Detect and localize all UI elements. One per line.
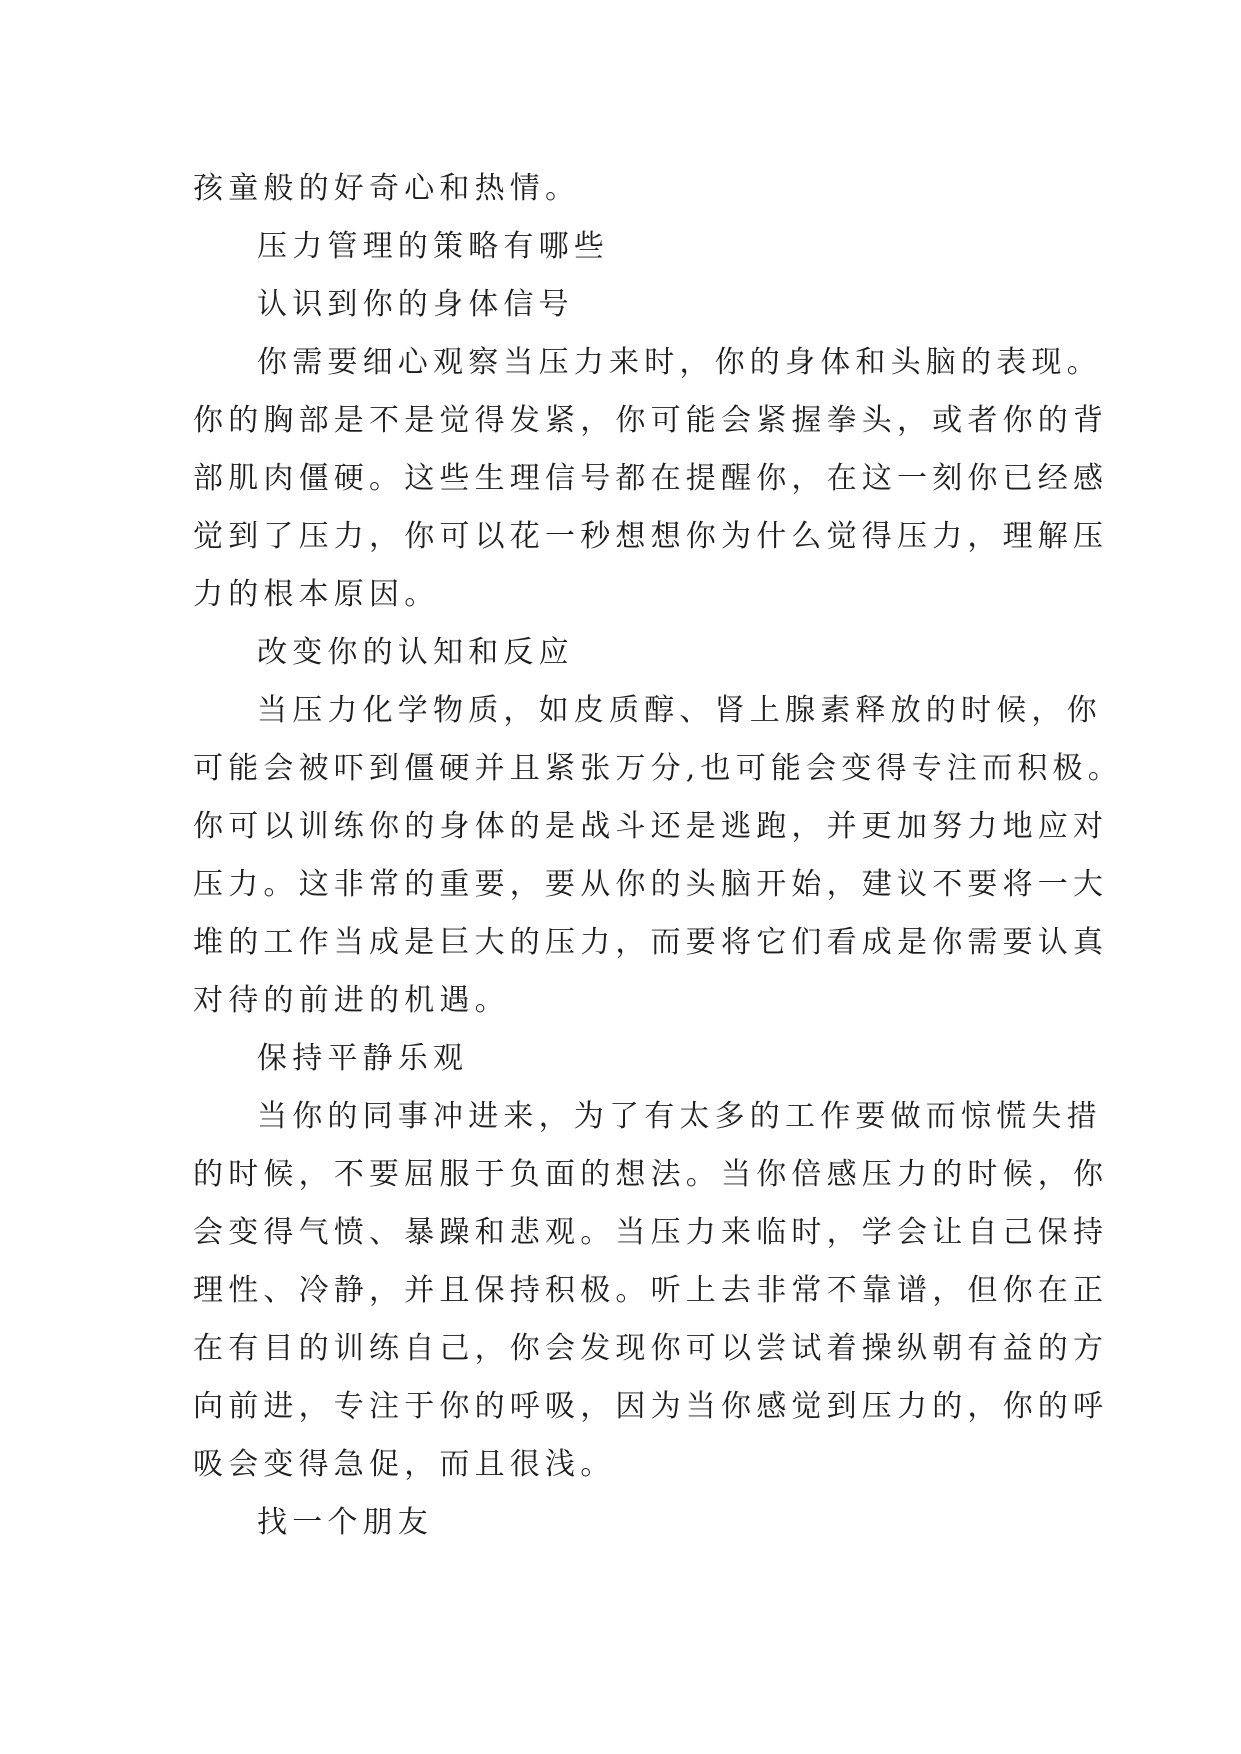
- paragraph-line: 当压力化学物质，如皮质醇、肾上腺素释放的时候，你: [257, 693, 1102, 728]
- paragraph-line: 你需要细心观察当压力来时，你的身体和头脑的表现。: [257, 345, 1102, 380]
- document-body: [193, 160, 1123, 1552]
- paragraph-line: 在有目的训练自己，你会发现你可以尝试着操纵朝有益的方: [193, 1331, 1109, 1366]
- paragraph-line: 你的胸部是不是觉得发紧，你可能会紧握拳头，或者你的背: [193, 403, 1109, 438]
- paragraph-continuation: 孩童般的好奇心和热情。: [193, 171, 581, 206]
- subheading-change-cognition: 改变你的认知和反应: [257, 635, 574, 670]
- paragraph-line: 吸会变得急促，而且很浅。: [193, 1447, 616, 1482]
- paragraph-line: 堆的工作当成是巨大的压力，而要将它们看成是你需要认真: [193, 925, 1109, 960]
- paragraph-line: 向前进，专注于你的呼吸，因为当你感觉到压力的，你的呼: [193, 1389, 1109, 1424]
- paragraph-line: 力的根本原因。: [193, 577, 440, 612]
- paragraph-line: 会变得气愤、暴躁和悲观。当压力来临时，学会让自己保持: [193, 1215, 1109, 1250]
- paragraph-line: 理性、冷静，并且保持积极。听上去非常不靠谱，但你在正: [193, 1273, 1109, 1308]
- paragraph-line: 觉到了压力，你可以花一秒想想你为什么觉得压力，理解压: [193, 519, 1109, 554]
- paragraph-line: 你可以训练你的身体的是战斗还是逃跑，并更加努力地应对: [193, 809, 1109, 844]
- paragraph-line: 压力。这非常的重要，要从你的头脑开始，建议不要将一大: [193, 867, 1109, 902]
- paragraph-line: 对待的前进的机遇。: [193, 983, 510, 1018]
- paragraph-line: 部肌肉僵硬。这些生理信号都在提醒你，在这一刻你已经感: [193, 461, 1109, 496]
- subheading-stay-calm: 保持平静乐观: [257, 1041, 469, 1076]
- paragraph-line: 当你的同事冲进来，为了有太多的工作要做而惊慌失措: [257, 1099, 1102, 1134]
- section-heading-stress-strategies: 压力管理的策略有哪些: [257, 229, 609, 264]
- paragraph-line: 的时候，不要屈服于负面的想法。当你倍感压力的时候，你: [193, 1157, 1109, 1192]
- subheading-body-signals: 认识到你的身体信号: [257, 287, 574, 322]
- paragraph-line: 可能会被吓到僵硬并且紧张万分,也可能会变得专注而积极。: [193, 751, 1123, 786]
- subheading-find-friend: 找一个朋友: [257, 1505, 433, 1540]
